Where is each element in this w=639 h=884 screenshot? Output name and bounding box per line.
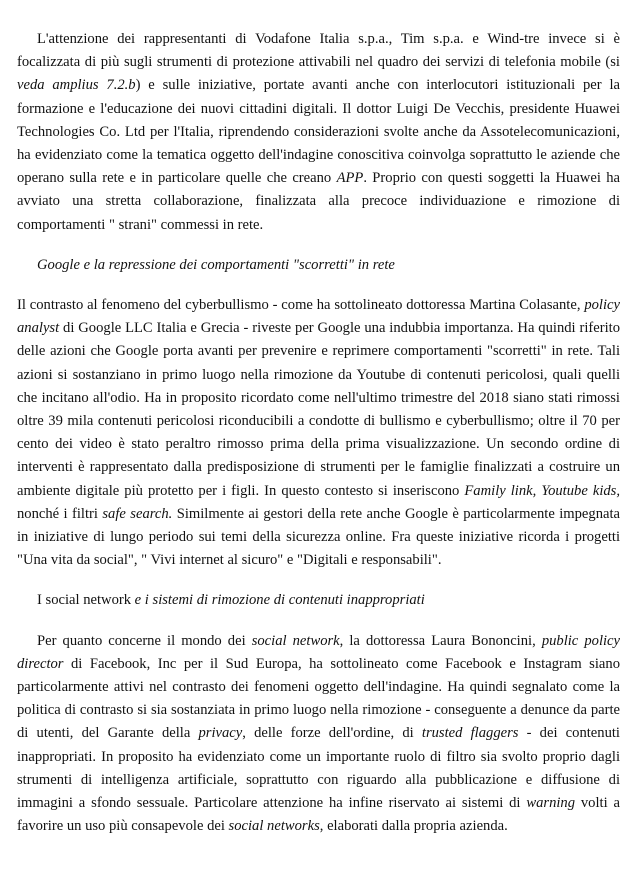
text-run: , la dottoressa Laura Bononcini, [339, 632, 542, 649]
text-run: di Google LLC Italia e Grecia - riveste per Google una indubbia importanza. Ha quindi riferito delle azioni che Google porta avanti per prevenire e reprimere comportamenti "scorretti" in rete. Tali azioni si sostanziano in primo luogo nella rimozione da Youtube di contenuti pericolosi, quali quelli che incitano all'odio. Ha in proposito ricordato come nell'ultimo trimestre del 2018 siano stati rimossi oltre 39 mila contenuti pericolosi riconducibili a condotte di bullismo e cyberbullismo; oltre il 70 per cento dei video è stato peraltro rimosso prima della prima visualizzazione. Un secondo ordine di interventi è rappresentato dalla predisposizione di strumenti per le famiglie finalizzati a costruire un ambiente digitale più protetto per i figli. In questo contesto si inseriscono [17, 320, 620, 499]
spacer [17, 613, 620, 630]
italic-term: social network [251, 632, 340, 649]
italic-term: trusted flaggers [421, 725, 519, 742]
text-run: - dei contenuti inappropriati. In proposito ha evidenziato come un importante ruolo di filtro sia svolto proprio dagli strumenti di intelligenza artificiale, soprattutto con riguardo alla pubblicazione e diffusione di immagini a sfondo sessuale. Particolare attenzione ha infine riservato ai sistemi di [17, 725, 620, 812]
section-heading-social-network [17, 589, 620, 612]
text-run: ) e sulle iniziative, portate avanti anche con interlocutori istituzionali per la formazione e l'educazione dei nuovi cittadini digitali. Il dottor Luigi De Vecchis, presidente Huawei Technologies Co. Ltd per l'Italia, riprendendo considerazioni svolte anche da Assotelecomunicazioni, ha evidenziato come la tematica oggetto dell'indagine conoscitiva coinvolga soprattutto le aziende che operano sulla rete e in particolare quelle che creano [17, 77, 620, 187]
text-run: Similmente ai gestori della rete anche Google è particolarmente impegnata in iniziative di lungo periodo sui temi della sicurezza online. Fra queste iniziative ricorda i progetti "Una vita da social", " Vivi internet al sicuro" e "Digitali e responsabili". [17, 505, 620, 569]
paragraph-facebook [17, 630, 620, 839]
italic-term: social networks [228, 818, 320, 835]
text-run: volti a favorire un uso più consapevole dei [17, 795, 620, 835]
text-run: , delle forze dell'ordine, di [242, 725, 422, 742]
italic-term: APP [336, 170, 364, 187]
spacer [17, 572, 620, 589]
text-run: Il contrasto al fenomeno del cyberbullismo - come ha sottolineato dottoressa Martina Colasante, [17, 297, 585, 314]
italic-term: safe search. [102, 505, 173, 522]
italic-term: public policy director [17, 632, 621, 672]
text-run: Per quanto concerne il mondo dei [37, 632, 252, 649]
italic-term: privacy [198, 725, 243, 742]
section-heading-google: Google e la repressione dei comportamenti "scorretti" in rete [37, 256, 395, 273]
italic-term: policy analyst [17, 297, 620, 337]
spacer [17, 277, 620, 294]
heading-italic-part: e i sistemi di rimozione di contenuti inappropriati [131, 592, 425, 609]
italic-reference: veda amplius 7.2.b [17, 77, 136, 94]
italic-term: Family link, Youtube kids, [464, 482, 620, 499]
text-run: L'attenzione dei rappresentanti di Vodafone Italia s.p.a., Tim s.p.a. e Wind-tre invece si è focalizzata di più sugli strumenti di protezione attivabili nel quadro dei servizi di telefonia mobile (si [17, 31, 620, 71]
heading-upright-part: I social network [37, 592, 132, 609]
paragraph-telecom-operators [17, 28, 620, 237]
text-run: . Proprio con questi soggetti la Huawei ha avviato una stretta collaborazione, finalizzata alla precoce individuazione e rimozione di comportamenti " strani" commessi in rete. [17, 170, 620, 233]
text-run: di Facebook, Inc per il Sud Europa, ha sottolineato come Facebook e Instagram siano particolarmente attivi nel contrasto dei fenomeni oggetto dell'indagine. Ha quindi segnalato come la politica di contrasto si sia sostanziata in primo luogo nella rimozione - conseguente a denunce da parte di utenti, del Garante della [17, 655, 620, 742]
text-run: , elaborati dalla propria azienda. [319, 818, 508, 835]
italic-term: warning [526, 795, 576, 812]
paragraph-google [17, 294, 620, 572]
text-run: nonché i filtri [17, 505, 103, 522]
spacer [17, 237, 620, 254]
